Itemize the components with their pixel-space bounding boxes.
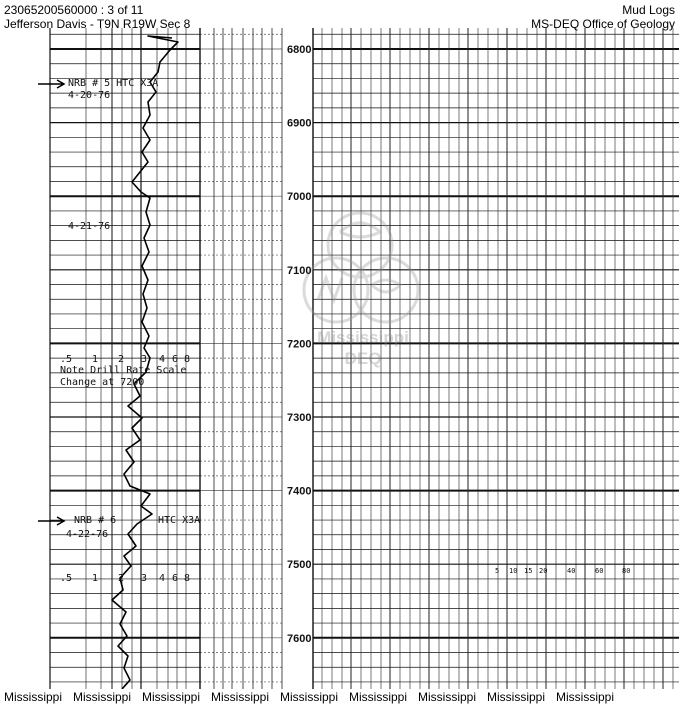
scale-1-tick: 1 [92,354,99,365]
depth-label: 7100 [287,264,312,277]
scale-3-tick: 60 [595,567,604,575]
scale-3-tick: 15 [524,567,533,575]
footer-text: Mississippi [487,690,546,704]
footer-text: Mississippi [211,690,270,704]
scale-2-tick: 6 [172,573,179,584]
scale-2-tick: 3 [141,573,148,584]
depth-label: 7500 [287,559,312,572]
depth-label: 6800 [287,44,312,56]
scale-2-tick: .5 [60,573,73,584]
bit-change-arrow-1 [38,80,64,88]
scale-1-tick: 2 [118,354,125,365]
scale-2-tick: 8 [184,573,191,584]
footer-text: Mississippi [349,690,408,704]
date-label-3: 4-22-76 [66,529,109,540]
bit-change-arrow-2 [38,517,64,525]
depth-label: 7200 [287,338,312,351]
scale-1-tick: 8 [184,354,191,365]
depth-label: 7400 [287,485,312,498]
scale-3-tick: 40 [567,567,576,575]
scale-1-tick: .5 [60,354,73,365]
bit-record-2-type: HTC X3A [158,515,201,526]
scale-1-tick: 3 [141,354,148,365]
date-label-2: 4-21-76 [68,221,111,232]
note-line-2: Change at 7200 [60,377,145,388]
footer-text: Mississippi [280,690,339,704]
footer-text: Mississippi [142,690,201,704]
depth-label: 7300 [287,412,312,424]
scale-2-tick: 4 [159,573,166,584]
scale-3-tick: 20 [539,567,548,575]
bit-record-2-number: NRB # 6 [74,515,117,526]
footer-text: Mississippi [556,690,615,704]
footer-text: Mississippi [73,690,132,704]
footer-watermark-strip [0,689,679,705]
bit-record-1: NRB # 5 HTC X3A [68,78,159,89]
depth-label: 6900 [287,117,312,130]
scale-2-tick: 2 [118,573,125,584]
location-label: Jefferson Davis - T9N R19W Sec 8 [4,17,191,31]
depth-label: 7000 [287,191,312,204]
log-annotations [38,78,200,540]
agency-label: MS-DEQ Office of Geology [531,17,675,31]
depth-labels [287,44,311,645]
watermark-line2: DEQ [344,349,382,368]
scale-3-tick: 10 [509,567,518,575]
date-label-1: 4-20-76 [68,90,111,101]
scale-1-tick: 6 [172,354,179,365]
footer-text: Mississippi [4,690,63,704]
note-line-1: Note Drill Rate Scale [60,365,187,376]
scale-3-tick: 5 [495,567,500,575]
well-id-page-label: 23065200560000 : 3 of 11 [4,3,144,17]
depth-label: 7600 [287,632,312,645]
watermark-line1: Mississippi [317,328,409,347]
scale-1-tick: 4 [159,354,166,365]
scale-3-tick: 80 [622,567,631,575]
footer-text: Mississippi [418,690,477,704]
document-type-label: Mud Logs [622,3,675,17]
scale-2-tick: 1 [92,573,99,584]
